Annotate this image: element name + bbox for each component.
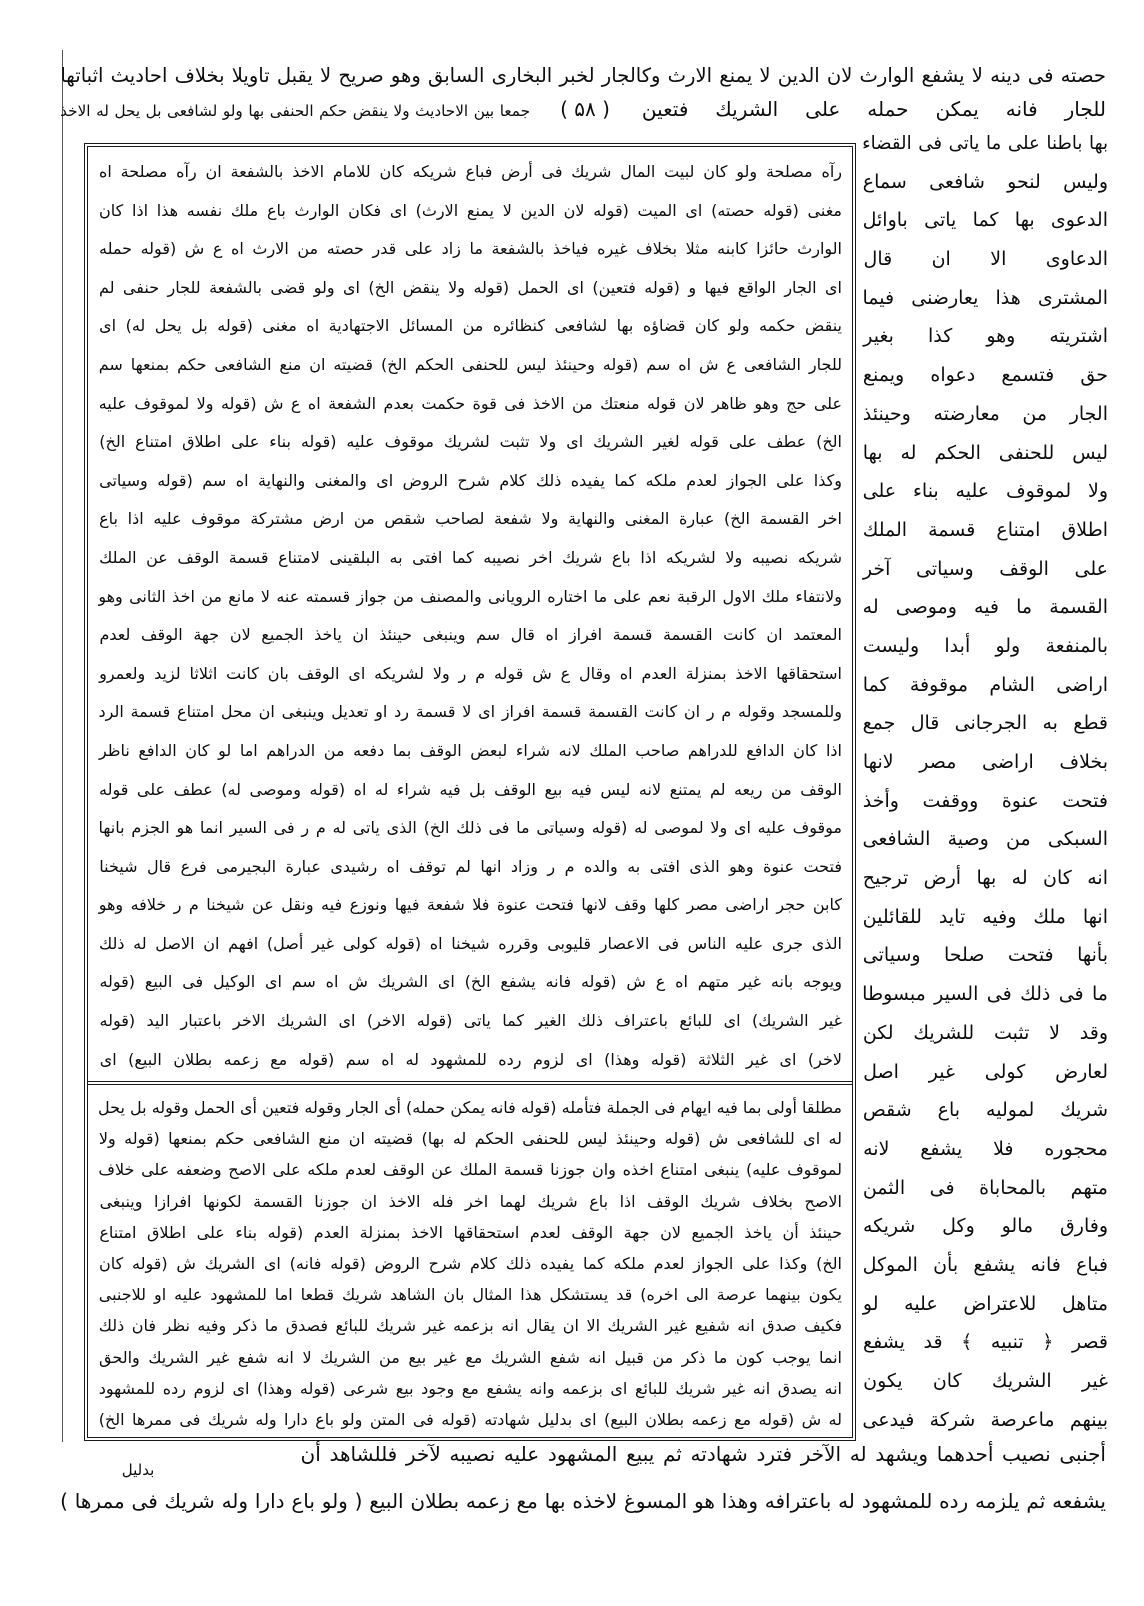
main-text-line-text: الجار من معارضته وحينئذ xyxy=(862,402,1108,425)
main-text-line xyxy=(862,588,1108,627)
main-text-line xyxy=(862,1053,1108,1092)
upper-commentary-line-text: غير الشريك) اى للبائع باعتراف ذلك الغير كما ياتى (قوله الاخر) اى الشريك الاخر باعتبار اليد (قوله xyxy=(99,1011,842,1031)
upper-commentary-line-text: وكذا على الجواز لعدم ملكه كما يفيده ذلك كلام شرح الروض اى والمغنى والنهاية اه سم (قوله وسياتى xyxy=(99,470,842,490)
upper-commentary-line-text: وللمسجد وقوله م ر ان كانت القسمة قسمة افراز اى لا قسمة رد او تعديل وينبغى ان محل امتناع قسمة الرد xyxy=(98,702,842,722)
main-text-line-text: شريك لموليه باع شقص xyxy=(862,1099,1108,1122)
main-text-header xyxy=(60,58,1106,126)
main-text-line xyxy=(862,124,1108,163)
main-text-line xyxy=(862,1130,1108,1169)
main-text-line xyxy=(862,975,1108,1014)
main-text-line xyxy=(862,201,1108,240)
lower-commentary-line-text: الاصح بخلاف شريك الوقف اذا باع شريك لهما اخر فله الاخذ ان جوزنا القسمة لكونها افرازا وينبغى xyxy=(99,1191,842,1211)
main-text-line xyxy=(862,782,1108,821)
lower-commentary-line xyxy=(98,1217,842,1248)
upper-commentary-line xyxy=(98,307,842,346)
upper-commentary-line-text: رآه مصلحة ولو كان لبيت المال شريك فى أرض فباع شريكه كان للامام الاخذ بالشفعة ان رآه مصلحة اه xyxy=(99,162,842,181)
main-text-line-text: ولا لموقوف عليه بناء على xyxy=(862,480,1108,503)
main-text-line xyxy=(862,704,1108,743)
upper-commentary-line xyxy=(98,578,842,617)
main-text-segment-text: جمعا بين الاحاديث ولا ينقض حكم الحنفى بها ولو لشافعى بل يحل له الاخذ xyxy=(60,102,530,120)
upper-commentary-line xyxy=(98,500,842,539)
main-text-line xyxy=(862,898,1108,937)
main-text-segment-text: للجار فانه يمكن حمله على الشريك فتعين xyxy=(641,97,1106,121)
lower-commentary-line-text: انما يوجب كون ما ذكر من قبيل انه شفع الشريك مع غير بيع من الشريك لا انه شفع غير الشريك والحق xyxy=(99,1347,842,1367)
main-text-line xyxy=(862,1401,1108,1440)
main-text-line xyxy=(862,859,1108,898)
main-text-line xyxy=(862,1323,1108,1362)
upper-commentary-line-text: استحقاقها الاخذ بمنزلة العدم اه وقال ع ش قوله م ر ولا لشريكه اى الوقف بان كانت اثلاثا لزيد ولعمرو xyxy=(99,663,842,683)
lower-commentary-line-text: الخ) وكذا على الجواز لعدم ملكه كما يفيده ذلك كلام شرح الروض (قوله فانه) اى الشريك ش (قوله كان xyxy=(99,1253,842,1273)
lower-commentary-line-text: فكيف صدق انه شفيع غير الشريك الا ان يقال انه بزعمه غير شريك للبائع فصدق ما ذكر وفيه نظر فان ذلك xyxy=(98,1316,842,1336)
main-text-segment-right xyxy=(640,92,1106,126)
lower-commentary-line xyxy=(98,1248,842,1279)
main-text-line-text: المشترى هذا يعارضنى فيما xyxy=(862,286,1108,309)
upper-commentary-line-text: فتحت عنوة وهو الذى افتى به والده م ر وزاد انها لم توقف اه رشيدى عبارة البجيرمى فرع قال شيخنا xyxy=(99,856,842,876)
main-text-line-text: متهم بالمحاباة فى الثمن xyxy=(862,1176,1108,1199)
upper-commentary-line xyxy=(98,269,842,308)
main-text-line-text: متاهل للاعتراض عليه لو xyxy=(862,1292,1108,1315)
main-text-line xyxy=(862,1285,1108,1324)
main-text-line-text: ليس للحنفى الحكم له بها xyxy=(862,441,1108,464)
main-text-line-text: على الوقف وسياتى آخر xyxy=(862,557,1108,580)
footer-text-line xyxy=(60,1485,1106,1517)
upper-commentary-line-text: موقوف عليه اى ولا لموصى له (قوله وسياتى ما فى ذلك الخ) الذى ياتى له م ر فى السير انما هو الجزم بانها xyxy=(98,818,842,838)
catchword: بدليل xyxy=(121,1461,155,1479)
main-text-line-text: ما فى ذلك فى السير مبسوطا xyxy=(862,983,1108,1006)
lower-commentary-line-text: له ش (قوله مع زعمه بطلان البيع) اى بدليل شهادته (قوله فى المتن ولو باع دارا وله شريك فى ممرها الخ) xyxy=(98,1409,842,1429)
main-text-line xyxy=(862,1207,1108,1246)
main-text-line-text: بينهم ماعرصة شركة فيدعى xyxy=(862,1408,1108,1431)
footer-text-line xyxy=(300,1440,1106,1468)
lower-commentary-line xyxy=(98,1373,842,1404)
main-text-line-text: بالمنفعة ولو أبدا وليست xyxy=(862,634,1108,657)
upper-commentary-line-text: للجار الشافعى ع ش اه سم (قوله وحينئذ ليس للحنفى الحكم الخ) قضيته ان منع الشافعى حكم بمنعها سم xyxy=(98,354,842,374)
main-text-line xyxy=(862,395,1108,434)
footer-main-text-2 xyxy=(60,1485,1106,1517)
footer-main-text xyxy=(300,1440,1106,1468)
lower-commentary xyxy=(98,1092,842,1435)
main-text-line-text: حق فتسمع دعواه ويمنع xyxy=(862,364,1108,387)
main-text-line-text: فباع فانه يشفع بأن الموكل xyxy=(862,1253,1108,1276)
upper-commentary-line xyxy=(98,1002,842,1041)
upper-commentary-line xyxy=(98,848,842,887)
upper-commentary xyxy=(98,153,842,1079)
upper-commentary-line-text: ويوجه بانه غير متهم اه ع ش (قوله فانه يشفع الخ) اى الشريك ش اه سم اى الوكيل فى البيع (قوله xyxy=(99,972,842,992)
upper-commentary-line xyxy=(98,192,842,231)
main-text-line xyxy=(862,1362,1108,1401)
main-text-line-text: قصر ﴿ تنبيه ﴾ قد يشفع xyxy=(862,1331,1108,1354)
main-text-line-text: بأنها فتحت صلحا وسياتى xyxy=(862,944,1108,967)
main-text-line xyxy=(862,472,1108,511)
upper-commentary-line-text: كابن حجر اراضى مصر كلها وقف لانها فتحت عنوة فلا شفعة فيها ونوزع فيه ونقل عن شيخنا م ر خلافه وهو xyxy=(98,895,842,915)
upper-commentary-line xyxy=(98,771,842,810)
upper-commentary-line xyxy=(98,346,842,385)
page-number-text: ( ۵۸ ) xyxy=(560,97,610,121)
upper-commentary-line xyxy=(98,616,842,655)
left-margin-rule xyxy=(62,50,63,1442)
main-text-line-text: محجوره فلا يشفع لانه xyxy=(863,1137,1108,1160)
lower-commentary-line-text: له اى للشافعى ش (قوله وحينئذ ليس للحنفى الحكم له بها) قضيته ان منع الشافعى حكم بمنعها (قوله ولا xyxy=(98,1129,842,1149)
upper-commentary-line-text: على حج وهو ظاهر لان قوله منعتك من الاخذ فى قوة حكمت بعدم الشفعة اه ع ش (قوله ولا لموقوف عليه xyxy=(98,393,842,413)
lower-commentary-line xyxy=(98,1154,842,1185)
upper-commentary-line-text: اى الجار الواقع فيها و (قوله فتعين) اى الحمل (قوله ولا ينقض الخ) اى ولو قضى بالشفعة للجار حنفى لم xyxy=(98,277,842,297)
main-text-line-text: وليس لنحو شافعى سماع xyxy=(862,170,1108,193)
upper-commentary-line xyxy=(98,732,842,771)
main-text-line xyxy=(862,434,1108,473)
main-text-line xyxy=(862,550,1108,589)
main-text-line-text: بخلاف اراضى مصر لانها xyxy=(862,751,1108,773)
main-text-line xyxy=(862,317,1108,356)
lower-commentary-line xyxy=(98,1404,842,1435)
lower-commentary-line xyxy=(98,1123,842,1154)
lower-commentary-line xyxy=(98,1092,842,1123)
lower-commentary-line-text: حينئذ أن ياخذ الجميع لان جهة الوقف لعدم استحقاقها الاخذ بمنزلة العدم (قوله بناء على اطلاق امتناع xyxy=(99,1222,842,1242)
upper-commentary-line-text: الخ) عطف على قوله لغير الشريك اى ولا تثبت لشريك موقوف عليه (قوله بناء على اطلاق امتناع الخ) xyxy=(99,432,842,452)
commentary-box xyxy=(84,143,856,1441)
footer-text-line-text: يشفعه ثم يلزمه رده للمشهود له باعترافه وهذا هو المسوغ لاخذه بها مع زعمه بطلان البيع ( ولو باع دارا وله شريك فى ممرها ) xyxy=(60,1489,1106,1513)
main-text-line-text: قطع به الجرجانى قال جمع xyxy=(862,712,1108,735)
main-text-line-text: فتحت عنوة ووقفت وأخذ xyxy=(862,789,1108,812)
upper-commentary-line xyxy=(98,963,842,1002)
main-text-line xyxy=(862,1014,1108,1053)
main-text-line-text: بها باطنا على ما ياتى فى القضاء xyxy=(862,133,1108,154)
lower-commentary-line-text: انه يصدق انه غير شريك للبائع اى بزعمه وانه يشفع مع وجود بيع شرعى (قوله وهذا) اى لزوم رده للمشهود xyxy=(98,1378,842,1398)
upper-commentary-line xyxy=(98,1041,842,1080)
main-text-line-text: انه كان له بها أرض ترجيح xyxy=(862,867,1108,890)
upper-commentary-line-text: لاخر) اى غير الثلاثة (قوله وهذا) اى لزوم رده للمشهود له اه سم (قوله مع زعمه بطلان البيع) اى xyxy=(99,1049,842,1069)
upper-commentary-line xyxy=(98,539,842,578)
main-text-line xyxy=(862,240,1108,279)
main-text-line xyxy=(862,820,1108,859)
lower-commentary-line xyxy=(98,1342,842,1373)
main-text-line xyxy=(60,58,1106,92)
upper-commentary-line xyxy=(98,693,842,732)
main-text-line xyxy=(862,936,1108,975)
upper-commentary-line-text: شريكه نصيبه ولا لشريكه اذا باع شريك اخر نصيبه كما افتى به البلقينى لامتناع قسمة الوقف عن الملك xyxy=(99,547,842,567)
upper-commentary-line xyxy=(98,462,842,501)
main-text-line xyxy=(862,279,1108,318)
upper-commentary-line-text: الوقف من ريعه لم يمتنع لانه ليس فيه بيع الوقف بل فيه شراء له اه (قوله وموصى له) عطف على قوله xyxy=(99,779,842,799)
main-text-line xyxy=(862,356,1108,395)
main-text-line-text: وفارق مالو وكل شريكه xyxy=(862,1215,1108,1238)
lower-commentary-line xyxy=(98,1310,842,1341)
main-text-line-text: غير الشريك كان يكون xyxy=(863,1370,1108,1392)
upper-commentary-line-text: المعتمد ان كانت القسمة قسمة افراز اه قال سم وينبغى حينئذ ان ياخذ الجميع لان جهة الوقف لعدم xyxy=(99,625,842,645)
lower-commentary-line xyxy=(98,1279,842,1310)
main-text-line-text: الدعوى بها كما ياتى باوائل xyxy=(862,209,1108,232)
upper-commentary-line-text: اخر القسمة الخ) عبارة المغنى والنهاية ولا شفعة لصاحب شقص من ارض مشتركة موقوف عليه اذا باع xyxy=(99,509,842,529)
upper-commentary-line-text: ينقض حكمه ولو كان قضاؤه بها لشافعى كنظائره من المسائل الاجتهادية اه مغنى (قوله بل يحل له) اى xyxy=(99,316,842,336)
lower-commentary-line-text: يكون بينهما عرصة الى اخره) قد يستشكل هذا المثال بان الشاهد شريك قطعا اما للمشهود عليه او للاجنبى xyxy=(98,1285,842,1305)
upper-commentary-line xyxy=(98,153,842,192)
lower-commentary-line xyxy=(98,1186,842,1217)
main-text-line xyxy=(862,666,1108,705)
lower-commentary-line-text: مطلقا أولى بما فيه ايهام فى الجملة فتأمله (قوله فانه يمكن حمله) أى الجار وقوله فتعين أى الحمل وقوله بل يحل xyxy=(98,1098,842,1117)
main-text-line-text: اشتريته وهو كذا بغير xyxy=(863,325,1108,348)
main-text-segment-left xyxy=(60,92,530,126)
main-text-line xyxy=(862,1246,1108,1285)
main-text-line-text: لعارض كولى غير اصل xyxy=(863,1060,1108,1083)
commentary-separator xyxy=(88,1081,852,1085)
upper-commentary-line xyxy=(98,925,842,964)
upper-commentary-line xyxy=(98,423,842,462)
upper-commentary-line-text: الوارث حائزا كابنه مثلا بخلاف غيره فياخذ بالشفعة ما زاد على قدر حصته من الارث اه ع ش (قوله حمله xyxy=(99,239,842,259)
upper-commentary-line-text: اذا كان الدافع للدراهم صاحب الملك لانه شراء لبعض الوقف بما دفعه من الدراهم اما لو كان الدافع ناظر xyxy=(98,740,842,760)
upper-commentary-line-text: الذى جرى عليه الناس فى الاعصار قليوبى وقرره شيخنا اه (قوله كولى غير أصل) افهم ان الاصل له ذلك xyxy=(98,933,842,953)
main-text-line-text: السبكى من وصية الشافعى xyxy=(862,828,1108,851)
footer-text-line-text: أجنبى نصيب أحدهما ويشهد له الآخر فترد شهادته ثم يبيع المشهود عليه نصيبه لآخر فللشاهد أن xyxy=(300,1442,1106,1466)
main-text-line xyxy=(862,743,1108,782)
upper-commentary-line-text: مغنى (قوله حصته) اى الميت (قوله لان الدين لا يمنع الارث) اى فكان الوارث باع ملك نفسه هذا اذا كان xyxy=(99,200,842,220)
main-text-line-text: حصته فى دينه لا يشفع الوارث لان الدين لا يمنع الارث وكالجار لخبر البخارى السابق وهو صريح لا يقبل تاويلا بخلاف احاديث اثباتها xyxy=(60,64,1106,87)
main-text-line-text: القسمة ما فيه وموصى له xyxy=(862,596,1108,619)
upper-commentary-line xyxy=(98,655,842,694)
main-text-line-text: اطلاق امتناع قسمة الملك xyxy=(862,518,1108,541)
upper-commentary-line xyxy=(98,385,842,424)
main-text-line xyxy=(862,1169,1108,1208)
main-text-line xyxy=(862,1091,1108,1130)
lower-commentary-line-text: لموقوف عليه) ينبغى امتناع اخذه وان جوزنا قسمة الملك عن الوقف لعدم ملكه على الاصح وضعفه على خلاف xyxy=(98,1160,842,1180)
main-text-line xyxy=(862,627,1108,666)
main-text-line xyxy=(862,511,1108,550)
main-text-line-text: وقد لا تثبت للشريك لكن xyxy=(862,1021,1108,1044)
main-text-line-text: انها ملك وفيه تايد للقائلين xyxy=(862,905,1108,928)
main-text-line-text: الدعاوى الا ان قال xyxy=(863,248,1108,271)
upper-commentary-line xyxy=(98,886,842,925)
main-text-column xyxy=(862,124,1108,1439)
page-number xyxy=(530,92,640,126)
main-text-line xyxy=(862,163,1108,202)
main-text-line-text: اراضى الشام موقوفة كما xyxy=(862,673,1108,696)
upper-commentary-line xyxy=(98,230,842,269)
upper-commentary-line-text: ولانتفاء ملك الاول الرقبة نعم على ما اختاره الرويانى والمصنف من جواز قسمته عنه لا مانع من اخذ الثانى وهو xyxy=(98,586,842,606)
upper-commentary-line xyxy=(98,809,842,848)
main-text-line-with-page-number xyxy=(60,92,1106,126)
